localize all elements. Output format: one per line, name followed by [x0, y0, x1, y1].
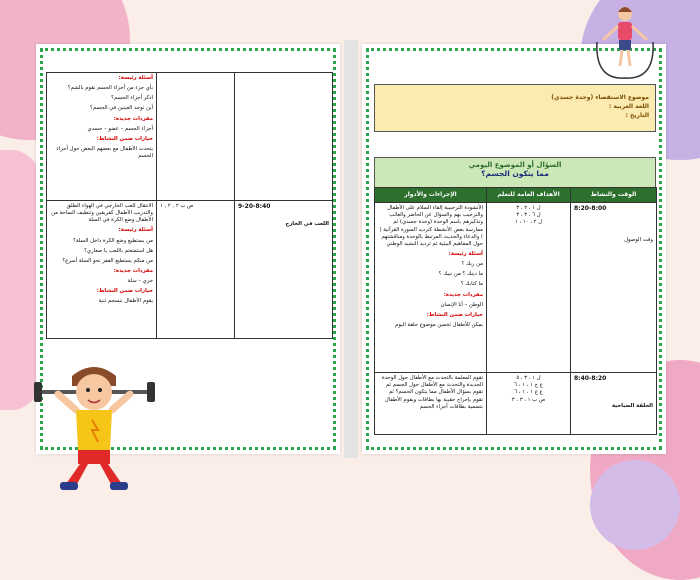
- content-line: بأي جزء من أجزاء الجسم نقوم بالشم؟: [67, 85, 153, 92]
- left-table-row-1: [47, 73, 333, 201]
- left-plan-table: [46, 72, 333, 339]
- left-row2-content: [50, 203, 153, 306]
- boy-right-shoe: [110, 482, 128, 490]
- right-row1-time: 8:20-8:00: [574, 205, 607, 213]
- right-row2-time-cell: [571, 373, 657, 435]
- content-line: من منكم يستطيع القفز نحو السلة أسرع؟: [62, 257, 153, 264]
- jump-rope-girl-illustration: [585, 2, 665, 82]
- section-heading: خيارات ضمن النشاط:: [96, 135, 153, 142]
- boy-right-arm: [112, 394, 130, 410]
- right-row1-activity: وقت الوصول: [624, 237, 653, 244]
- right-table-header-row: [375, 188, 657, 203]
- content-line: هل استمتعتم باللعب يا صغاري؟: [84, 247, 153, 254]
- content-line: أين توجد العينين في الجسم؟: [90, 105, 153, 112]
- left-row2-time: 9-20-8:40: [238, 203, 271, 210]
- content-line: يقوم الأطفال بنسجم ثنية: [98, 298, 153, 305]
- right-table-row-1: [375, 203, 657, 373]
- header-time: الوقت والنشاط: [571, 188, 657, 203]
- girl-left-arm: [603, 26, 618, 40]
- left-row1-content: [50, 75, 153, 160]
- content-line: يمكن للأطفال تخمين موضوع حلقة اليوم: [395, 321, 483, 328]
- boy-left-shoe: [60, 482, 78, 490]
- right-table-row-2: [375, 373, 657, 435]
- info-subject: اللغة العربية :: [608, 103, 649, 110]
- right-page: [362, 44, 666, 454]
- info-date: التاريخ :: [625, 112, 649, 119]
- left-row2-content-cell: [47, 201, 157, 339]
- info-unit-title: موضوع الاستقصاء (وحدة جسدي): [551, 94, 649, 101]
- girl-hair: [618, 7, 632, 12]
- left-table-row-2: [47, 201, 333, 339]
- header-procedures: الإجراءات والأدوار: [375, 188, 487, 203]
- section-heading: مفردات جديدة:: [113, 115, 153, 122]
- decor-blob-purple-bottom-right: [590, 460, 680, 550]
- right-row1-content-cell: [375, 203, 487, 373]
- section-heading: مفردات جديدة:: [113, 267, 153, 274]
- section-heading: خيارات ضمن النشاط:: [426, 311, 483, 318]
- content-line: من يستطيع وضع الكرة داخل السلة؟: [73, 237, 153, 244]
- section-heading: أسئلة رئيسة:: [118, 227, 153, 234]
- barbell-left-plate: [34, 382, 42, 402]
- boy-head: [76, 374, 112, 410]
- right-row2-goals: ل ١ ، ٣ ، ٥ ع ج ١ ، ١ ، ٦ ع ع ١ ، ١ ، ٦ ص ب ١ ، ٣ ، ٣: [487, 373, 571, 435]
- section-heading: مفردات جديدة:: [443, 291, 483, 298]
- right-plan-table: [374, 187, 657, 435]
- right-row2-content: [378, 375, 483, 411]
- header-goals: الأهداف العامة للتعلم: [487, 188, 571, 203]
- left-row2-activity: اللعب في الخارج: [285, 221, 329, 228]
- left-row2-goals: ص ب ٢ , ٢ , ١: [157, 201, 235, 339]
- boy-left-arm: [58, 394, 76, 410]
- section-heading: أسئلة رئيسة:: [118, 75, 153, 81]
- boy-left-eye: [86, 388, 90, 392]
- girl-left-leg: [620, 50, 622, 66]
- content-line: اذكر أجزاء الجسم؟: [111, 95, 153, 102]
- weightlifting-boy-illustration: [32, 360, 157, 495]
- girl-right-leg: [628, 50, 630, 66]
- barbell-right-plate: [147, 382, 155, 402]
- content-line: من ربك ؟: [461, 261, 483, 268]
- daily-topic-band: [374, 157, 656, 187]
- unit-info-box: [374, 84, 656, 132]
- content-line: ما كتابك ؟: [460, 281, 483, 288]
- daily-topic-question: مما يتكون الجسم؟: [481, 169, 549, 178]
- section-heading: خيارات ضمن النشاط:: [96, 288, 153, 295]
- left-row2-time-cell: [235, 201, 333, 339]
- content-line: أجزاء الجسم – عضو – جسدي: [87, 125, 153, 132]
- book-spine: [344, 40, 358, 458]
- right-row1-goals: ل ١ ، ٢ ، ٣ ل ٦ ، ٣ ، ٣ ل ٢ ، ١٠ ، ١: [487, 203, 571, 373]
- content-line: الوطن – أنا الإنسان: [440, 301, 483, 308]
- left-row1-time-cell: [235, 73, 333, 201]
- girl-right-arm: [632, 26, 647, 40]
- section-heading: أسئلة رئيسة:: [448, 250, 483, 257]
- right-row2-activity: الحلقة الصباحية: [611, 403, 653, 410]
- content-line: ما دينك ؟ من نبيك ؟: [438, 271, 483, 278]
- content-line: الانتقال للعب الخارجي في الهواء الطلق والتدريب الأطفال كفريقين وتنظيف الساحة من الأطفال وضع الكرة في السلة: [51, 203, 153, 224]
- right-row2-content-cell: [375, 373, 487, 435]
- content-line: جري – سلة: [127, 278, 153, 285]
- boy-right-eye: [98, 388, 102, 392]
- content-line: الأنشودة الترحيبية إلقاء السلام على الأطفال والترحيب بهم والسؤال عن الحاضر والغائب وتذكيرهم باسم الوحدة (وحدة جسدي) ثم ممارسة بعض الأنشطة كترديد السورة القرآنية ( ) والدعاء والحديث المرتبط بالوحدة ومناقشتهم حول المفاهيم البيئية ثم ترديد النشيد الوطني: [379, 205, 483, 247]
- content-line: يتحدث الأطفال مع بعضهم البعض حول أجزاء الجسم: [56, 145, 153, 160]
- right-row1-content: [378, 205, 483, 329]
- content-line: تقوم المعلمة بالتحدث مع الأطفال حول الوحدة الجديدة والتحدث مع الأطفال حول الجسم ثم تقوم بسؤال الأطفال مما يتكون الجسم؟ ثم تقوم بإخراج حقيبة بها بطاقات ويقوم الأطفال بتسمية بطاقات أجزاء الجسم: [381, 375, 483, 410]
- girl-shorts: [619, 40, 631, 50]
- boy-shorts: [78, 450, 110, 464]
- right-row1-time-cell: [571, 203, 657, 373]
- right-row2-time: 8:40-8:20: [574, 375, 607, 383]
- girl-shirt: [618, 22, 632, 40]
- daily-topic-label: السؤال أو الموضوع اليومي: [468, 161, 562, 169]
- left-row1-goals-cell: [157, 73, 235, 201]
- left-row1-content-cell: [47, 73, 157, 201]
